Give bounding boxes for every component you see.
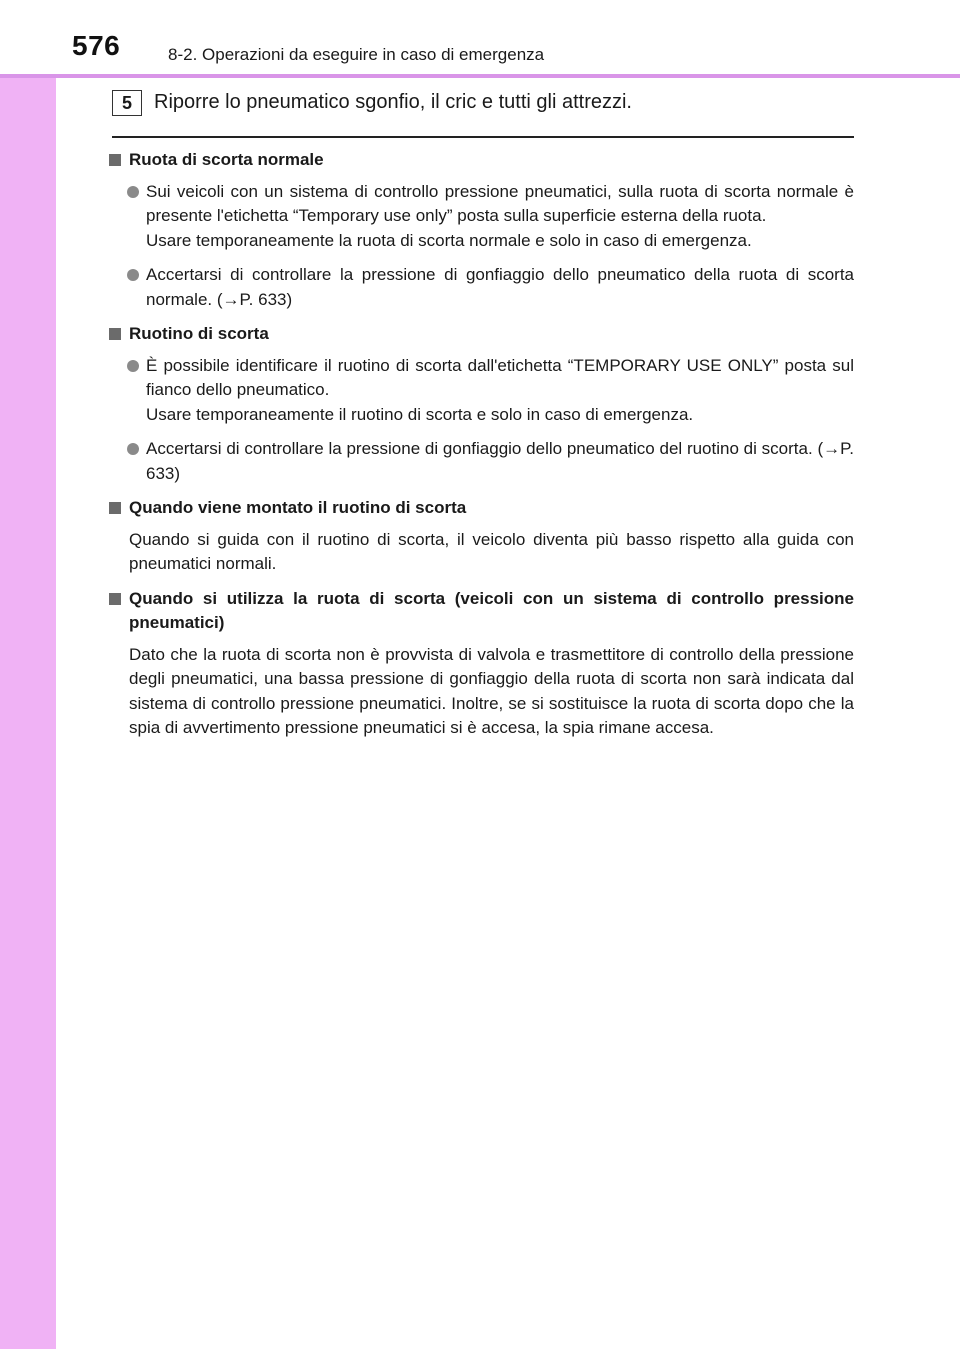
section-heading: Ruotino di scorta <box>108 322 854 347</box>
left-margin-band <box>0 0 56 1349</box>
list-item <box>108 263 854 312</box>
section-paragraph: Quando si guida con il ruotino di scorta, il veicolo diventa più basso rispetto alla guida con pneumatici normali. <box>129 529 854 573</box>
list-item-note: Usare temporaneamente il ruotino di scorta e solo in caso di emergenza. <box>146 404 694 424</box>
content-body <box>108 148 854 751</box>
section-heading: Quando si utilizza la ruota di scorta (veicoli con un sistema di controllo pressione pneumatici) <box>108 587 854 636</box>
square-bullet-icon <box>109 593 121 605</box>
step-text: Riporre lo pneumatico sgonfio, il cric e tutti gli attrezzi. <box>154 91 632 113</box>
list-item <box>108 354 854 428</box>
square-bullet-icon <box>109 328 121 340</box>
list-item-text: Accertarsi di controllare la pressione di gonfiaggio dello pneumatico della ruota di scorta normale. (→P. 633) <box>146 265 854 309</box>
list-item <box>108 180 854 254</box>
circle-bullet-icon <box>127 186 139 198</box>
section-divider <box>112 136 854 138</box>
step-number-box: 5 <box>112 90 142 116</box>
circle-bullet-icon <box>127 360 139 372</box>
list-item-note: Usare temporaneamente la ruota di scorta normale e solo in caso di emergenza. <box>146 230 752 250</box>
circle-bullet-icon <box>127 269 139 281</box>
list-item-text: Accertarsi di controllare la pressione di gonfiaggio dello pneumatico del ruotino di scorta. (→P. 633) <box>146 439 854 483</box>
square-bullet-icon <box>109 154 121 166</box>
chapter-title: 8-2. Operazioni da eseguire in caso di emergenza <box>168 45 545 64</box>
header-rule <box>0 74 960 78</box>
section-heading: Quando viene montato il ruotino di scorta <box>108 496 854 521</box>
square-bullet-icon <box>109 502 121 514</box>
list-item-text: Sui veicoli con un sistema di controllo pressione pneumatici, sulla ruota di scorta normale è presente l'etichetta “Temporary use only” posta sulla superficie esterna della ruota. <box>146 181 854 225</box>
list-item-text: È possibile identificare il ruotino di scorta dall'etichetta “TEMPORARY USE ONLY” posta sul fianco dello pneumatico. <box>146 355 854 399</box>
list-item <box>108 437 854 486</box>
page-number: 576 <box>72 30 121 61</box>
section-heading: Ruota di scorta normale <box>108 148 854 173</box>
section-paragraph: Dato che la ruota di scorta non è provvista di valvola e trasmettitore di controllo della pressione degli pneumatici, una bassa pressione di gonfiaggio della ruota di scorta non sarà indicata dal sistema di controllo pressione pneumatici. Inoltre, se si sostituisce la ruota di scorta dopo che la spia di avvertimento pressione pneumatici si è accesa, la spia rimane accesa. <box>129 644 854 737</box>
circle-bullet-icon <box>127 443 139 455</box>
